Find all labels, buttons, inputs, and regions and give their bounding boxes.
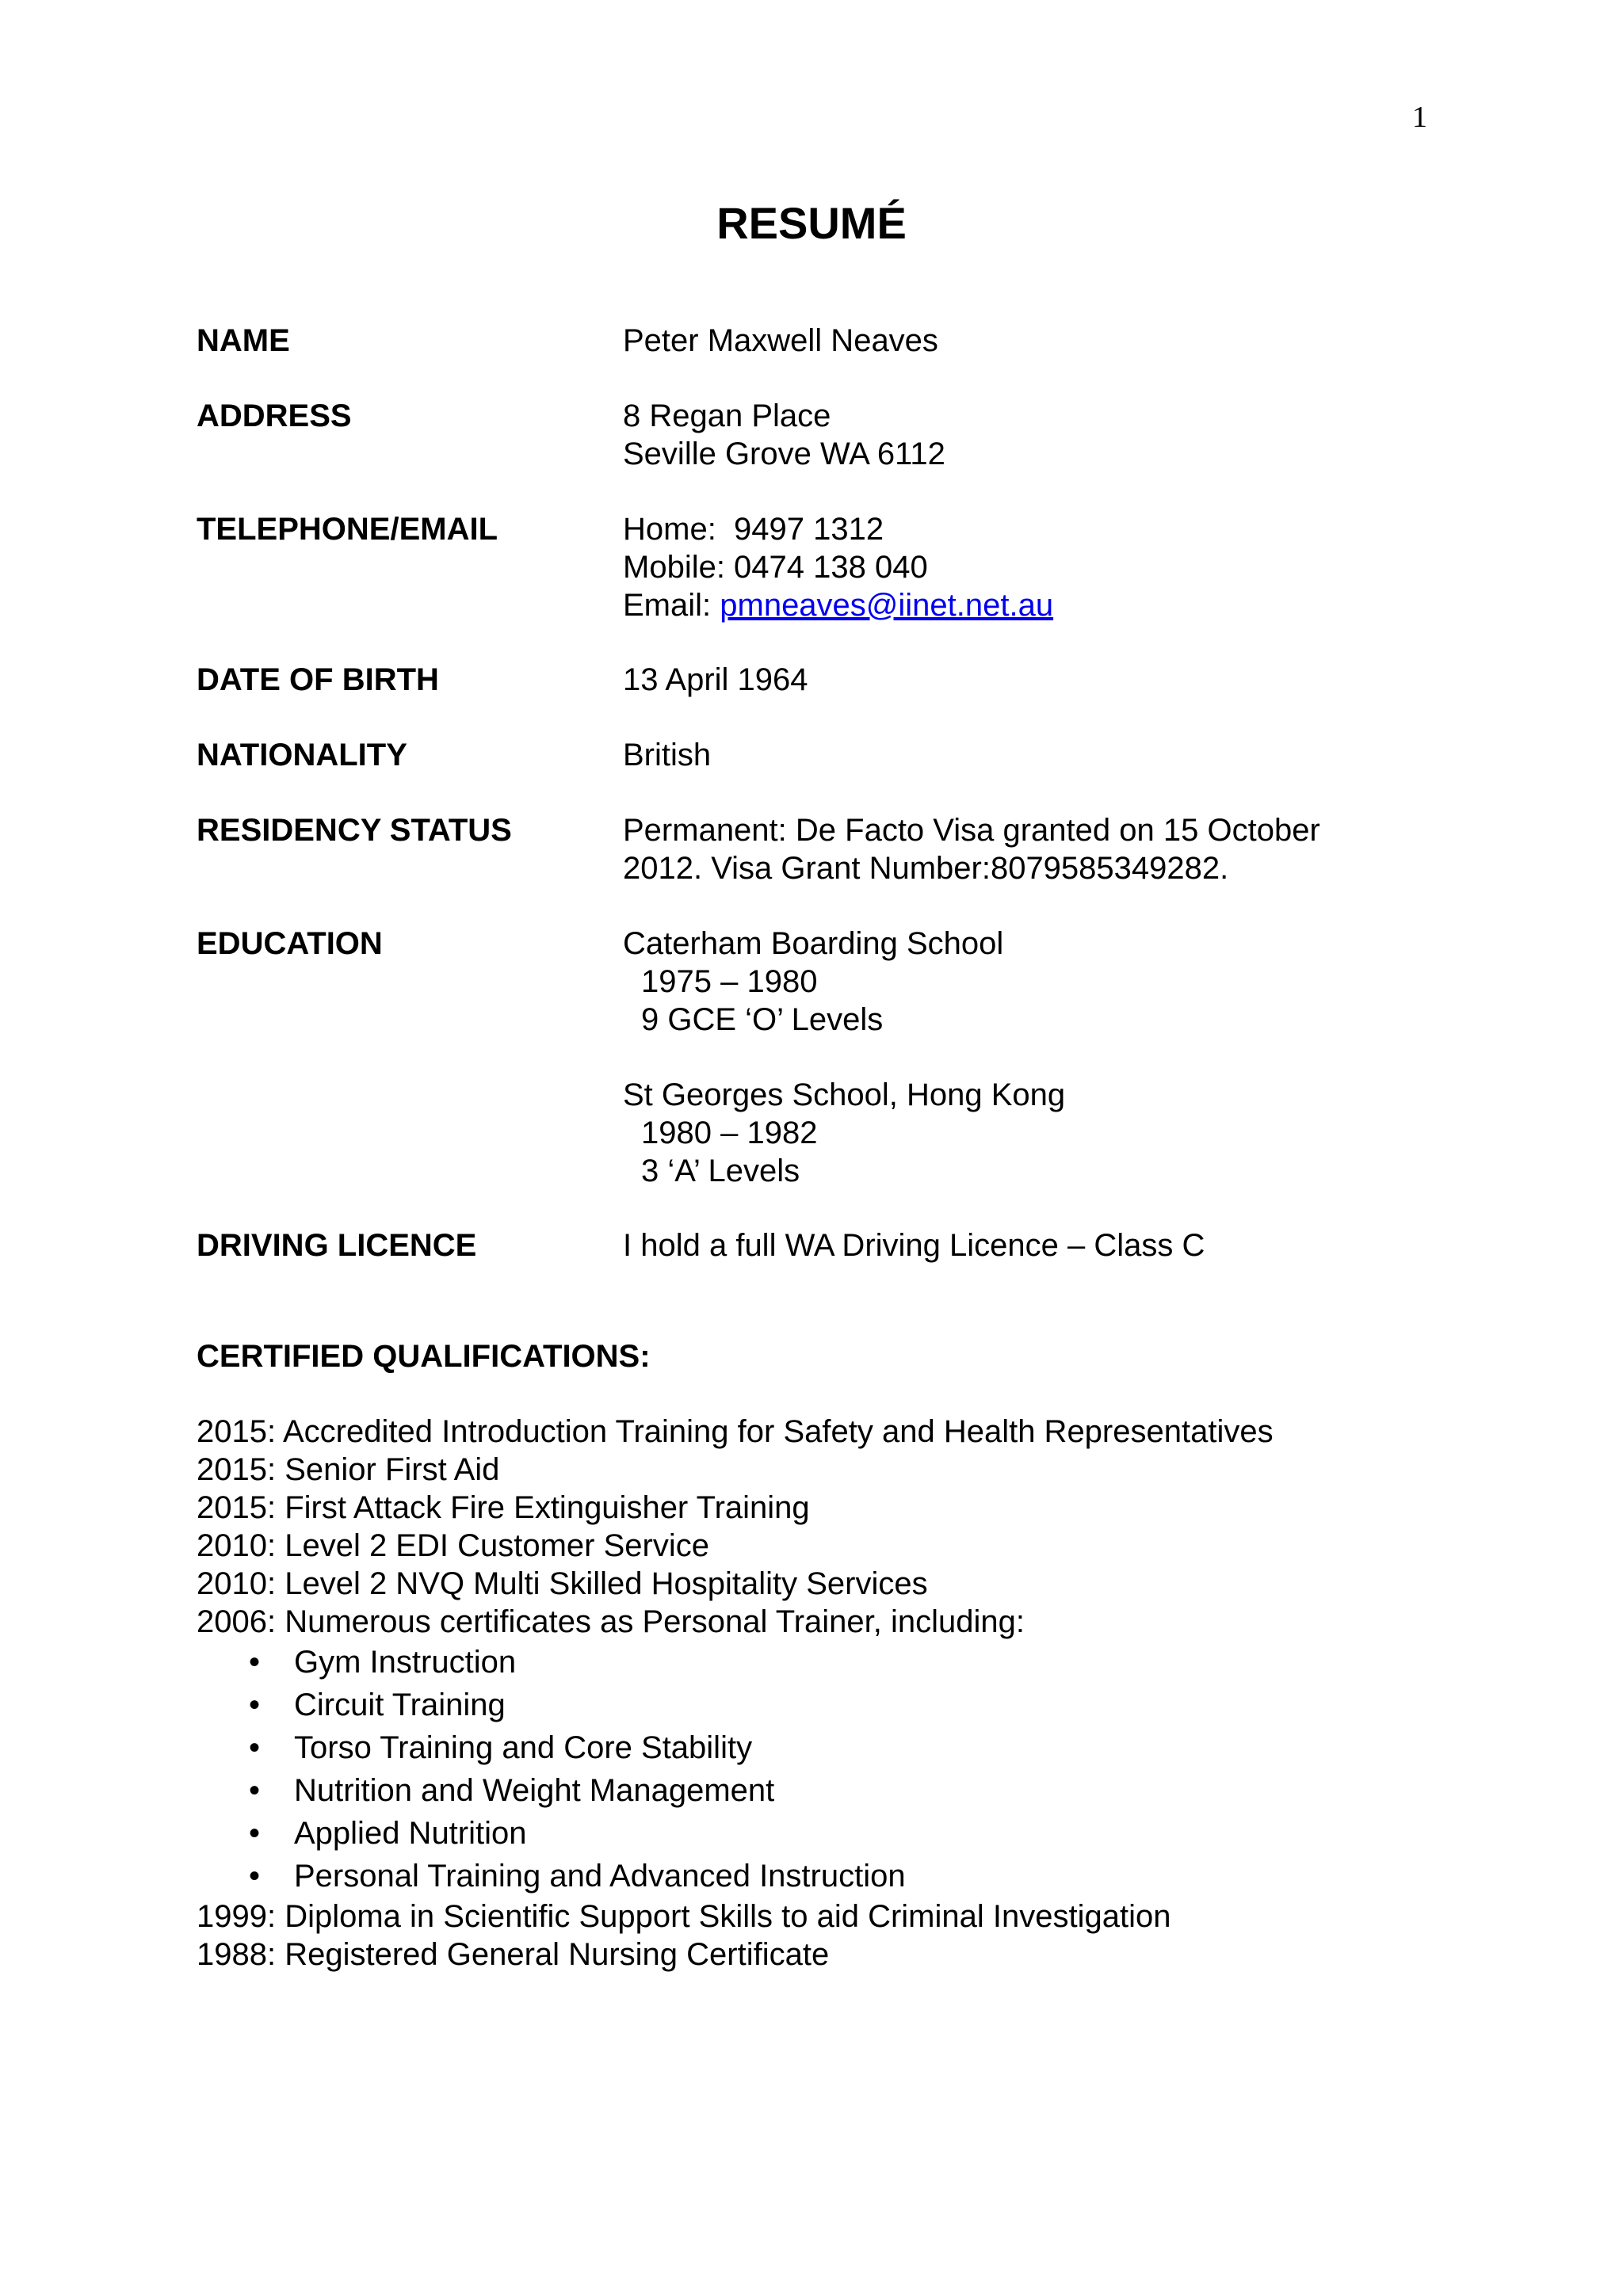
home-phone: Home: 9497 1312 (623, 512, 884, 547)
residency-value (623, 811, 1455, 887)
dob-value (623, 661, 1455, 699)
education-spacer (623, 1039, 1455, 1076)
bullet-item (197, 1855, 1465, 1897)
bullet-item (197, 1726, 1465, 1769)
bullet-text: Applied Nutrition (294, 1816, 527, 1851)
qualification-item: 2006: Numerous certificates as Personal Trainer, including: (197, 1604, 1025, 1639)
school-1-detail: 9 GCE ‘O’ Levels (641, 1002, 884, 1037)
page-number: 1 (1412, 101, 1427, 134)
trainer-certificates (197, 1641, 1465, 1897)
bullet-text: Personal Training and Advanced Instruction (294, 1859, 906, 1894)
qualification-item: 2015: Accredited Introduction Training for Safety and Health Representatives (197, 1414, 1274, 1449)
bullet-item (197, 1812, 1465, 1855)
nationality-value (623, 736, 1455, 774)
email-line (623, 586, 1455, 624)
email-prefix: Email: (623, 588, 720, 623)
qualification-item: 2015: First Attack Fire Extinguisher Training (197, 1490, 810, 1525)
dob-label: DATE OF BIRTH (197, 662, 439, 697)
bullet-text: Nutrition and Weight Management (294, 1773, 775, 1808)
qualification-item: 1988: Registered General Nursing Certificate (197, 1937, 830, 1972)
licence-value (623, 1226, 1455, 1264)
school-2-name: St Georges School, Hong Kong (623, 1077, 1066, 1112)
school-1-years: 1975 – 1980 (641, 964, 818, 999)
nationality-label: NATIONALITY (197, 738, 407, 772)
residency-line-1: Permanent: De Facto Visa granted on 15 October (623, 813, 1320, 848)
nationality-text: British (623, 738, 712, 772)
bullet-item (197, 1769, 1465, 1812)
bullet-icon: • (249, 1730, 261, 1765)
school-2-detail: 3 ‘A’ Levels (641, 1154, 800, 1188)
name-value (623, 322, 1455, 360)
telephone-value (623, 510, 1455, 624)
address-label: ADDRESS (197, 399, 352, 433)
bullet-icon: • (249, 1859, 261, 1894)
qualification-item: 2015: Senior First Aid (197, 1452, 500, 1487)
licence-text: I hold a full WA Driving Licence – Class C (623, 1228, 1205, 1263)
qualifications-heading: CERTIFIED QUALIFICATIONS: (197, 1339, 651, 1374)
bullet-item (197, 1641, 1465, 1684)
bullet-text: Circuit Training (294, 1688, 506, 1722)
bullet-icon: • (249, 1645, 261, 1680)
email-link[interactable]: pmneaves@iinet.net.au (720, 588, 1054, 623)
mobile-phone: Mobile: 0474 138 040 (623, 550, 928, 585)
name-text: Peter Maxwell Neaves (623, 323, 938, 358)
address-value (623, 397, 1455, 473)
qualification-item: 1999: Diploma in Scientific Support Skills to aid Criminal Investigation (197, 1899, 1171, 1934)
residency-line-2: 2012. Visa Grant Number:8079585349282. (623, 851, 1229, 886)
bullet-text: Gym Instruction (294, 1645, 517, 1680)
licence-label: DRIVING LICENCE (197, 1228, 477, 1263)
bullet-icon: • (249, 1773, 261, 1808)
school-2-years: 1980 – 1982 (641, 1116, 818, 1150)
qualification-item: 2010: Level 2 EDI Customer Service (197, 1528, 709, 1563)
residency-label: RESIDENCY STATUS (197, 813, 512, 848)
bullet-icon: • (249, 1688, 261, 1722)
school-1-name: Caterham Boarding School (623, 926, 1004, 961)
telephone-label: TELEPHONE/EMAIL (197, 512, 498, 547)
qualification-item: 2010: Level 2 NVQ Multi Skilled Hospitality Services (197, 1566, 928, 1601)
name-label: NAME (197, 323, 290, 358)
education-label: EDUCATION (197, 926, 383, 961)
bullet-item (197, 1684, 1465, 1726)
dob-text: 13 April 1964 (623, 662, 808, 697)
trainer-certificate-list (197, 1641, 1465, 1897)
education-value (623, 925, 1455, 1190)
address-line-2: Seville Grove WA 6112 (623, 437, 945, 471)
page-title: RESUMÉ (716, 198, 907, 248)
bullet-text: Torso Training and Core Stability (294, 1730, 753, 1765)
qualifications-list (197, 1413, 1465, 1974)
bullet-icon: • (249, 1816, 261, 1851)
address-line-1: 8 Regan Place (623, 399, 831, 433)
